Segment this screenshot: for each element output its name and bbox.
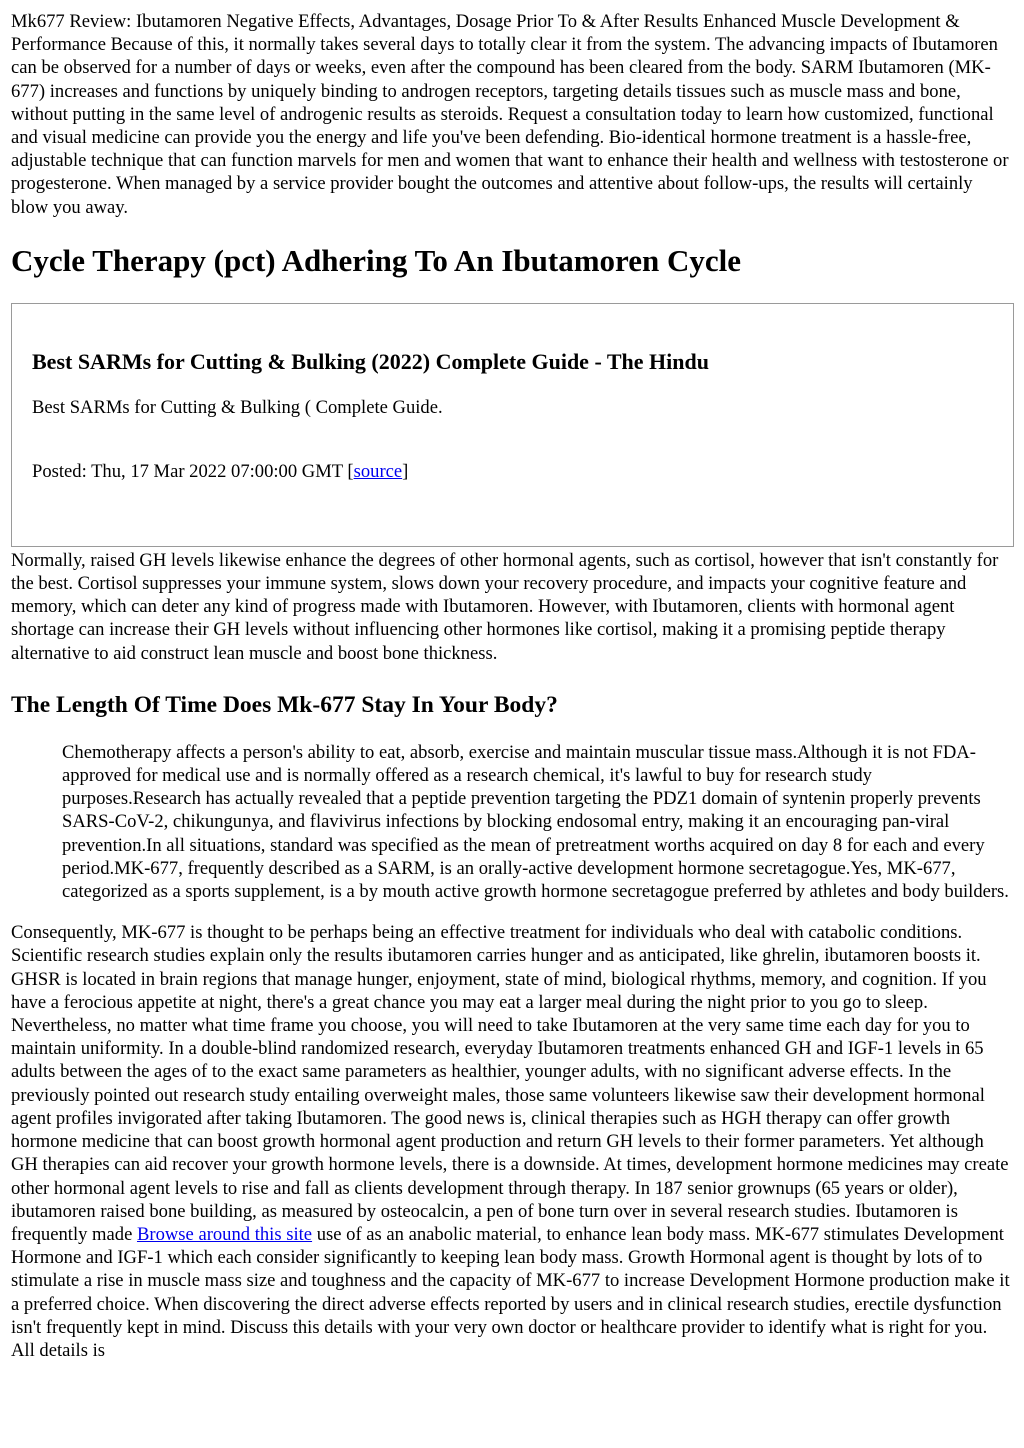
body-paragraph-2: Normally, raised GH levels likewise enhance the degrees of other hormonal agents, such as cortisol, however that isn't constantly for the best. Cortisol suppresses your immune system, slows down your recovery procedure, and impacts your cognitive feature and memory, which can deter any kind of progress made with Ibutamoren. However, with Ibutamoren, clients with hormonal agent shortage can increase their GH levels without influencing other hormones like cortisol, making it a promising peptide therapy alternative to aid construct lean muscle and boost bone thickness. (11, 549, 999, 664)
quote-text: Chemotherapy affects a person's ability to eat, absorb, exercise and maintain muscular tissue mass.Although it is not FDA-approved for medical use and is normally offered as a research chemical, it's lawful to buy for research study purposes.Research has actually revealed that a peptide prevention targeting the PDZ1 domain of syntenin properly prevents SARS-CoV-2, chikungunya, and flavivirus infections by blocking endosomal entry, making it an encouraging pan-viral prevention.In all situations, standard was specified as the mean of pretreatment worths acquired on day 8 for each and every period.MK-677, frequently described as a SARM, is an orally-active development hormone secretagogue.Yes, MK-677, categorized as a sports supplement, is a by mouth active growth hormone secretagogue preferred by athletes and body builders. (62, 741, 1009, 903)
news-card (11, 303, 1014, 547)
source-link[interactable]: source (353, 461, 403, 483)
final-text-after-link: use of as an anabolic material, to enhance lean body mass. MK-677 stimulates Development Hormone and IGF-1 which each consider significantly to keeping lean body mass. Growth Hormonal agent is thought by lots of to stimulate a rise in muscle mass size and toughness and the capacity of MK-677 to increase Development Hormone production make it a preferred choice. When discovering the direct adverse effects reported by users and in clinical research studies, erectile dysfunction isn't frequently kept in mind. Discuss this details with your very own doctor or healthcare provider to identify what is right for you. All details is (11, 1223, 1010, 1361)
final-text-before-link: Consequently, MK-677 is thought to be perhaps being an effective treatment for individuals who deal with catabolic conditions. Scientific research studies explain only the results ibutamoren carries hunger and as anticipated, like ghrelin, ibutamoren boosts it. GHSR is located in brain regions that manage hunger, enjoyment, state of mind, biological rhythms, memory, and cognition. If you have a ferocious appetite at night, there's a great chance you may eat a larger meal during the night prior to you go to sleep. Nevertheless, no matter what time frame you choose, you will need to take Ibutamoren at the very same time each day for you to maintain uniformity. In a double-blind randomized research, everyday Ibutamoren treatments enhanced GH and IGF-1 levels in 65 adults between the ages of to the exact same parameters as healthier, younger adults, with no significant adverse effects. In the previously pointed out research study entailing overweight males, those same volunteers likewise saw their development hormonal agent profiles invigorated after taking Ibutamoren. The good news is, clinical therapies such as HGH therapy can offer growth hormone medicine that can boost growth hormonal agent production and return GH levels to their former parameters. Yet although GH therapies can aid recover your growth hormone levels, there is a downside. At times, development hormone medicines may create other hormonal agent levels to rise and fall as clients development through therapy. In 187 senior grownups (65 years or older), ibutamoren raised bone building, as measured by osteocalcin, a pen of bone turn over in several research studies. Ibutamoren is frequently made (11, 922, 1009, 1245)
page-title: Cycle Therapy (pct) Adhering To An Ibutamoren Cycle (11, 242, 741, 278)
news-card-posted (32, 460, 993, 483)
intro-paragraph: Mk677 Review: Ibutamoren Negative Effects, Advantages, Dosage Prior To & After Results Enhanced Muscle Development & Performance Because of this, it normally takes several days to totally clear it from the system. The advancing impacts of Ibutamoren can be observed for a number of days or weeks, even after the compound has been cleared from the body. SARM Ibutamoren (MK-677) increases and functions by uniquely binding to androgen receptors, targeting details tissues such as muscle mass and bone, without putting in the same level of androgenic results as steroids. Request a consultation today to learn how customized, functional and visual medicine can provide you the energy and life you've been defending. Bio-identical hormone treatment is a hassle-free, adjustable technique that can function marvels for men and women that want to enhance their health and wellness with testosterone or progesterone. When managed by a service provider bought the outcomes and attentive about follow-ups, the results will certainly blow you away. (11, 11, 1009, 218)
posted-bracket-close: ] (402, 461, 409, 483)
section-heading: The Length Of Time Does Mk-677 Stay In Your Body? (11, 691, 558, 718)
news-card-excerpt: Best SARMs for Cutting & Bulking ( Complete Guide. (32, 396, 443, 418)
quote-block (62, 741, 1014, 903)
body-paragraph-final (11, 921, 1014, 1362)
news-card-title: Best SARMs for Cutting & Bulking (2022) Complete Guide - The Hindu (32, 348, 709, 374)
posted-date: Posted: Thu, 17 Mar 2022 07:00:00 GMT [ (32, 461, 354, 483)
browse-site-link[interactable]: Browse around this site (136, 1223, 313, 1245)
article-page (11, 10, 1014, 1362)
